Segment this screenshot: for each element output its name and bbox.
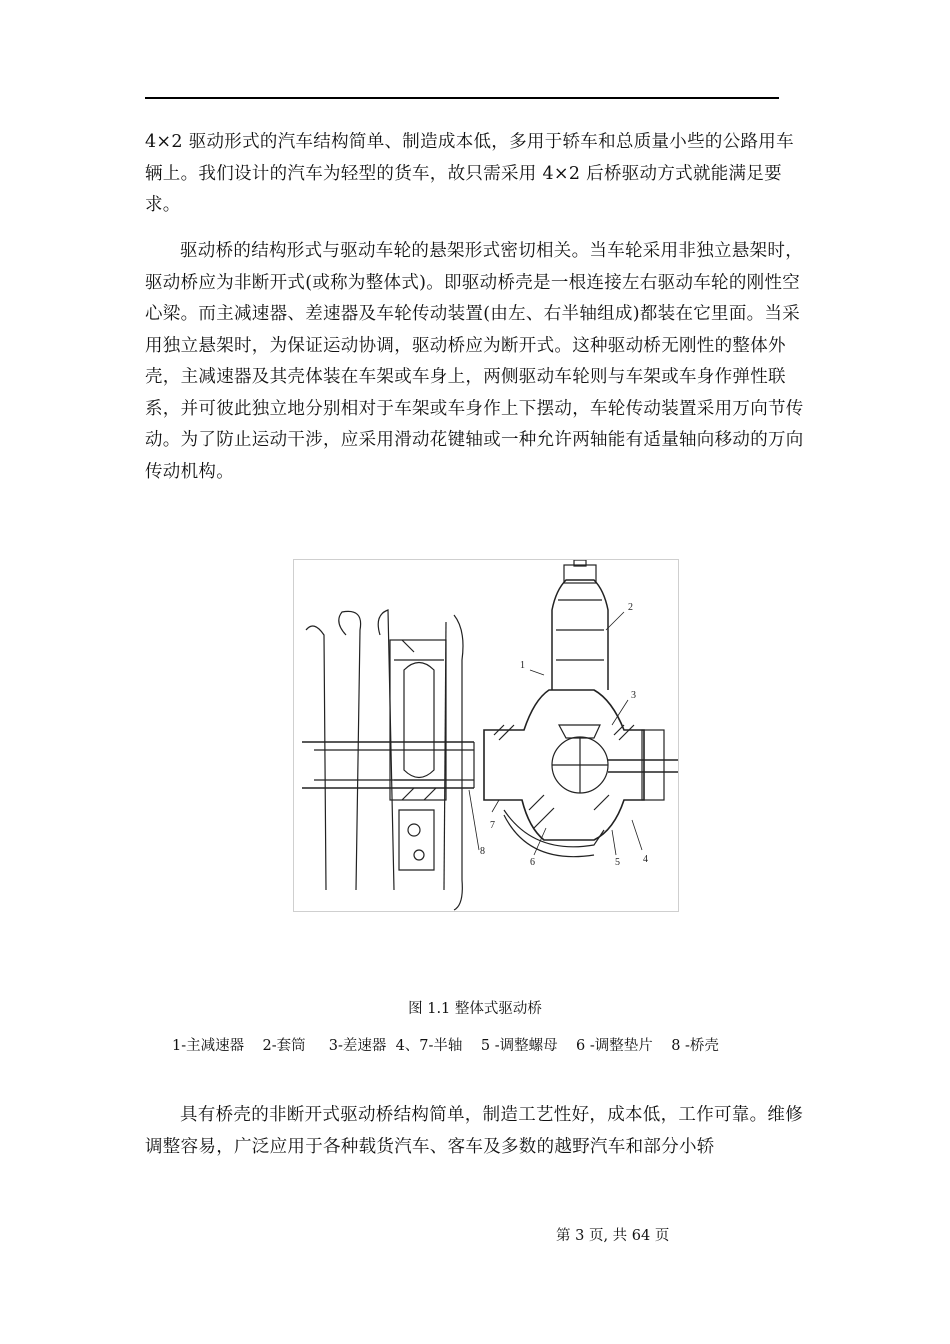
callout-label: 2 bbox=[628, 602, 633, 613]
callout-label: 1 bbox=[520, 660, 525, 671]
header-rule bbox=[145, 97, 779, 99]
figure-drive-axle-drawing bbox=[293, 559, 679, 912]
paragraph-drive-form: 4×2 驱动形式的汽车结构简单、制造成本低，多用于轿车和总质量小些的公路用车辆上。我们设计的汽车为轻型的货车，故只需采用 4×2 后桥驱动方式就能满足要求。 bbox=[145, 132, 794, 215]
callout-label: 6 bbox=[530, 857, 535, 868]
paragraph-non-split-axle: 具有桥壳的非断开式驱动桥结构简单，制造工艺性好，成本低，工作可靠。维修调整容易，广泛应用于各种载货汽车、客车及多数的越野汽车和部分小轿 bbox=[145, 1105, 803, 1157]
callout-label: 7 bbox=[490, 820, 495, 831]
callout-label: 5 bbox=[615, 857, 620, 868]
figure-caption: 图 1.1 整体式驱动桥 bbox=[408, 1001, 542, 1017]
paragraph-axle-structure: 驱动桥的结构形式与驱动车轮的悬架形式密切相关。当车轮采用非独立悬架时，驱动桥应为非断开式(或称为整体式)。即驱动桥壳是一根连接左右驱动车轮的刚性空心梁。而主减速器、差速器及车轮传动装置(由左、右半轴组成)都装在它里面。当采用独立悬架时，为保证运动协调，驱动桥应为断开式。这种驱动桥无刚性的整体外壳，主减速器及其壳体装在车架或车身上，两侧驱动车轮则与车架或车身作弹性联系，并可彼此独立地分别相对于车架或车身作上下摆动，车轮传动装置采用万向节传动。为了防止运动干涉，应采用滑动花键轴或一种允许两轴能有适量轴向移动的万向传动机构。 bbox=[145, 241, 804, 482]
page-number: 第 3 页, 共 64 页 bbox=[556, 1228, 670, 1244]
drive-axle-cross-section-drawing bbox=[294, 560, 678, 911]
callout-label: 8 bbox=[480, 846, 485, 857]
callout-label: 4 bbox=[643, 854, 648, 865]
callout-label: 3 bbox=[631, 690, 636, 701]
figure-legend: 1-主减速器 2-套筒 3-差速器 4、7-半轴 5 -调整螺母 6 -调整垫片 8 -桥壳 bbox=[172, 1038, 719, 1054]
